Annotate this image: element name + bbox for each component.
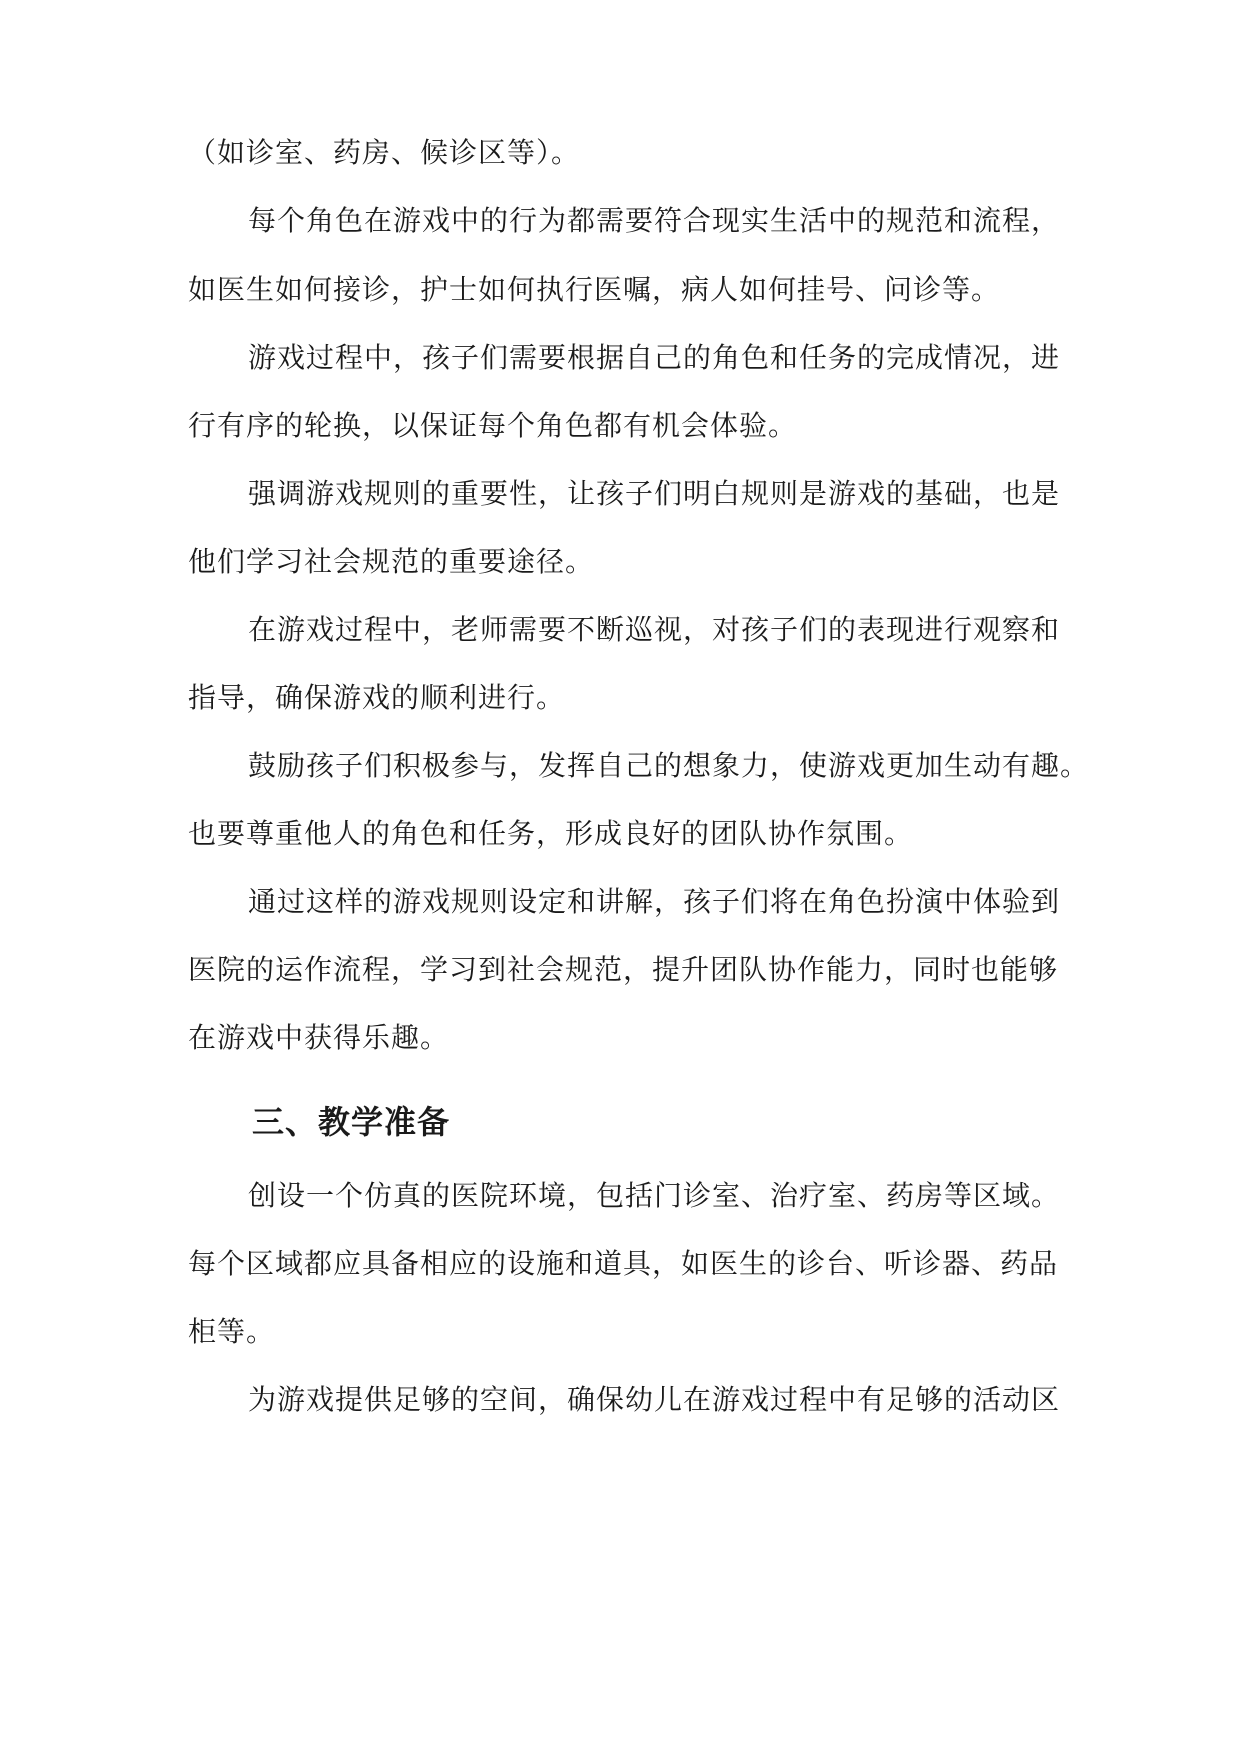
text-line: 通过这样的游戏规则设定和讲解，孩子们将在角色扮演中体验到 [248,885,1061,918]
text-line: 他们学习社会规范的重要途径。 [188,545,595,578]
text-line: 鼓励孩子们积极参与，发挥自己的想象力，使游戏更加生动有趣。 [248,749,1090,782]
text-line: 为游戏提供足够的空间，确保幼儿在游戏过程中有足够的活动区 [248,1383,1061,1416]
text-line: 每个区域都应具备相应的设施和道具，如医生的诊台、听诊器、药品 [188,1247,1059,1280]
text-line: 柜等。 [188,1315,276,1348]
text-line: 创设一个仿真的医院环境，包括门诊室、治疗室、药房等区域。 [248,1179,1061,1212]
text-line: 医院的运作流程，学习到社会规范，提升团队协作能力，同时也能够 [188,953,1059,986]
text-line: 强调游戏规则的重要性，让孩子们明白规则是游戏的基础，也是 [248,477,1061,510]
text-line: 指导，确保游戏的顺利进行。 [188,681,566,714]
text-line: 行有序的轮换，以保证每个角色都有机会体验。 [188,409,798,442]
text-line: 如医生如何接诊，护士如何执行医嘱，病人如何挂号、问诊等。 [188,273,1001,306]
text-line: 在游戏过程中，老师需要不断巡视，对孩子们的表现进行观察和 [248,613,1061,646]
text-line: （如诊室、药房、候诊区等）。 [188,136,581,169]
text-line: 也要尊重他人的角色和任务，形成良好的团队协作氛围。 [188,817,914,850]
section-heading: 三、教学准备 [252,1103,451,1141]
text-line: 游戏过程中，孩子们需要根据自己的角色和任务的完成情况，进 [248,341,1061,374]
text-line: 在游戏中获得乐趣。 [188,1021,450,1054]
text-line: 每个角色在游戏中的行为都需要符合现实生活中的规范和流程， [248,204,1061,237]
